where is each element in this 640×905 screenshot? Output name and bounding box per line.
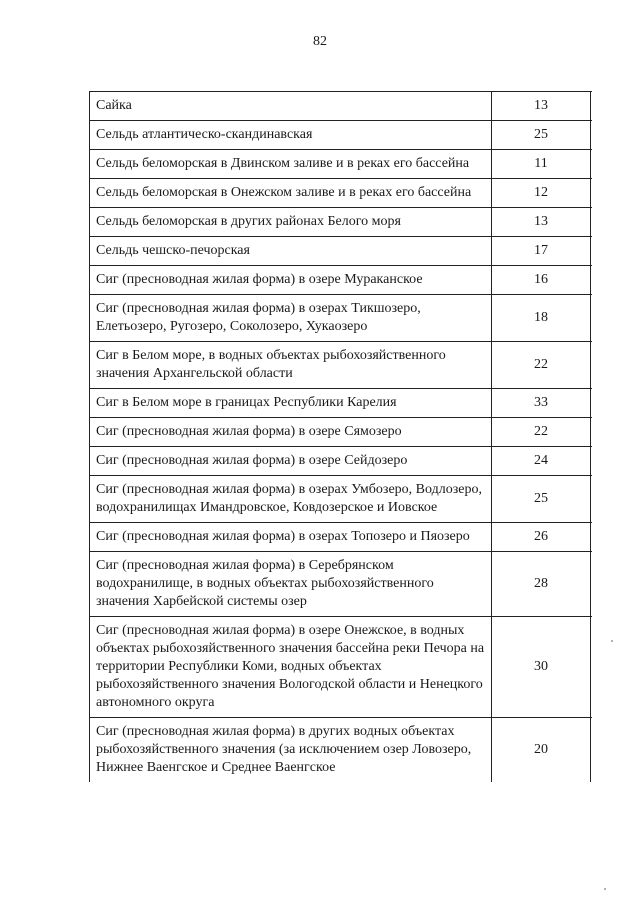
table-row xyxy=(90,389,592,418)
species-value: 25 xyxy=(492,121,591,149)
table-row xyxy=(90,208,592,237)
table-row xyxy=(90,447,592,476)
species-name: Сиг в Белом море, в водных объектах рыбохозяйственного значения Архангельской области xyxy=(90,342,492,388)
table-row xyxy=(90,266,592,295)
scan-speck xyxy=(611,640,613,642)
species-value: 22 xyxy=(492,418,591,446)
species-name: Сиг (пресноводная жилая форма) в озере Онежское, в водных объектах рыбохозяйственного значения бассейна реки Печора на территории Республики Коми, водных объектах рыбохозяйственного значения Вологодской области и Ненецкого автономного округа xyxy=(90,617,492,717)
species-value: 26 xyxy=(492,523,591,551)
species-name: Сайка xyxy=(90,92,492,120)
species-value: 20 xyxy=(492,718,591,782)
species-value: 28 xyxy=(492,552,591,616)
species-name: Сельдь беломорская в других районах Белого моря xyxy=(90,208,492,236)
table-row xyxy=(90,342,592,389)
species-name: Сельдь беломорская в Двинском заливе и в реках его бассейна xyxy=(90,150,492,178)
species-name: Сиг (пресноводная жилая форма) в озерах Умбозеро, Водлозеро, водохранилищах Имандровское, Ковдозерское и Иовское xyxy=(90,476,492,522)
table-row xyxy=(90,150,592,179)
species-name: Сиг в Белом море в границах Республики Карелия xyxy=(90,389,492,417)
table-row xyxy=(90,179,592,208)
table-row xyxy=(90,237,592,266)
species-value: 13 xyxy=(492,92,591,120)
species-name: Сельдь беломорская в Онежском заливе и в реках его бассейна xyxy=(90,179,492,207)
species-name: Сельдь чешско-печорская xyxy=(90,237,492,265)
species-value: 18 xyxy=(492,295,591,341)
species-value: 12 xyxy=(492,179,591,207)
species-value: 17 xyxy=(492,237,591,265)
species-value: 25 xyxy=(492,476,591,522)
table-row xyxy=(90,418,592,447)
species-name: Сиг (пресноводная жилая форма) в озерах Тикшозеро, Елетьозеро, Ругозеро, Соколозеро, Хукаозеро xyxy=(90,295,492,341)
table-row xyxy=(90,523,592,552)
page-number: 82 xyxy=(313,34,327,49)
table-row xyxy=(90,617,592,718)
table-row xyxy=(90,121,592,150)
species-name: Сиг (пресноводная жилая форма) в озере Мураканское xyxy=(90,266,492,294)
species-name: Сельдь атлантическо-скандинавская xyxy=(90,121,492,149)
species-value: 13 xyxy=(492,208,591,236)
species-value: 30 xyxy=(492,617,591,717)
species-name: Сиг (пресноводная жилая форма) в озере Сейдозеро xyxy=(90,447,492,475)
species-table xyxy=(89,91,592,782)
table-row xyxy=(90,552,592,617)
table-row xyxy=(90,295,592,342)
species-value: 33 xyxy=(492,389,591,417)
scan-speck xyxy=(604,888,606,890)
species-value: 22 xyxy=(492,342,591,388)
species-name: Сиг (пресноводная жилая форма) в озерах Топозеро и Пяозеро xyxy=(90,523,492,551)
table-row xyxy=(90,92,592,121)
species-value: 16 xyxy=(492,266,591,294)
species-name: Сиг (пресноводная жилая форма) в других водных объектах рыбохозяйственного значения (за исключением озер Ловозеро, Нижнее Ваенгское и Среднее Ваенгское xyxy=(90,718,492,782)
species-name: Сиг (пресноводная жилая форма) в озере Сямозеро xyxy=(90,418,492,446)
species-name: Сиг (пресноводная жилая форма) в Серебрянском водохранилище, в водных объектах рыбохозяйственного значения Харбейской системы озер xyxy=(90,552,492,616)
table-row xyxy=(90,718,592,782)
species-value: 24 xyxy=(492,447,591,475)
species-value: 11 xyxy=(492,150,591,178)
table-row xyxy=(90,476,592,523)
